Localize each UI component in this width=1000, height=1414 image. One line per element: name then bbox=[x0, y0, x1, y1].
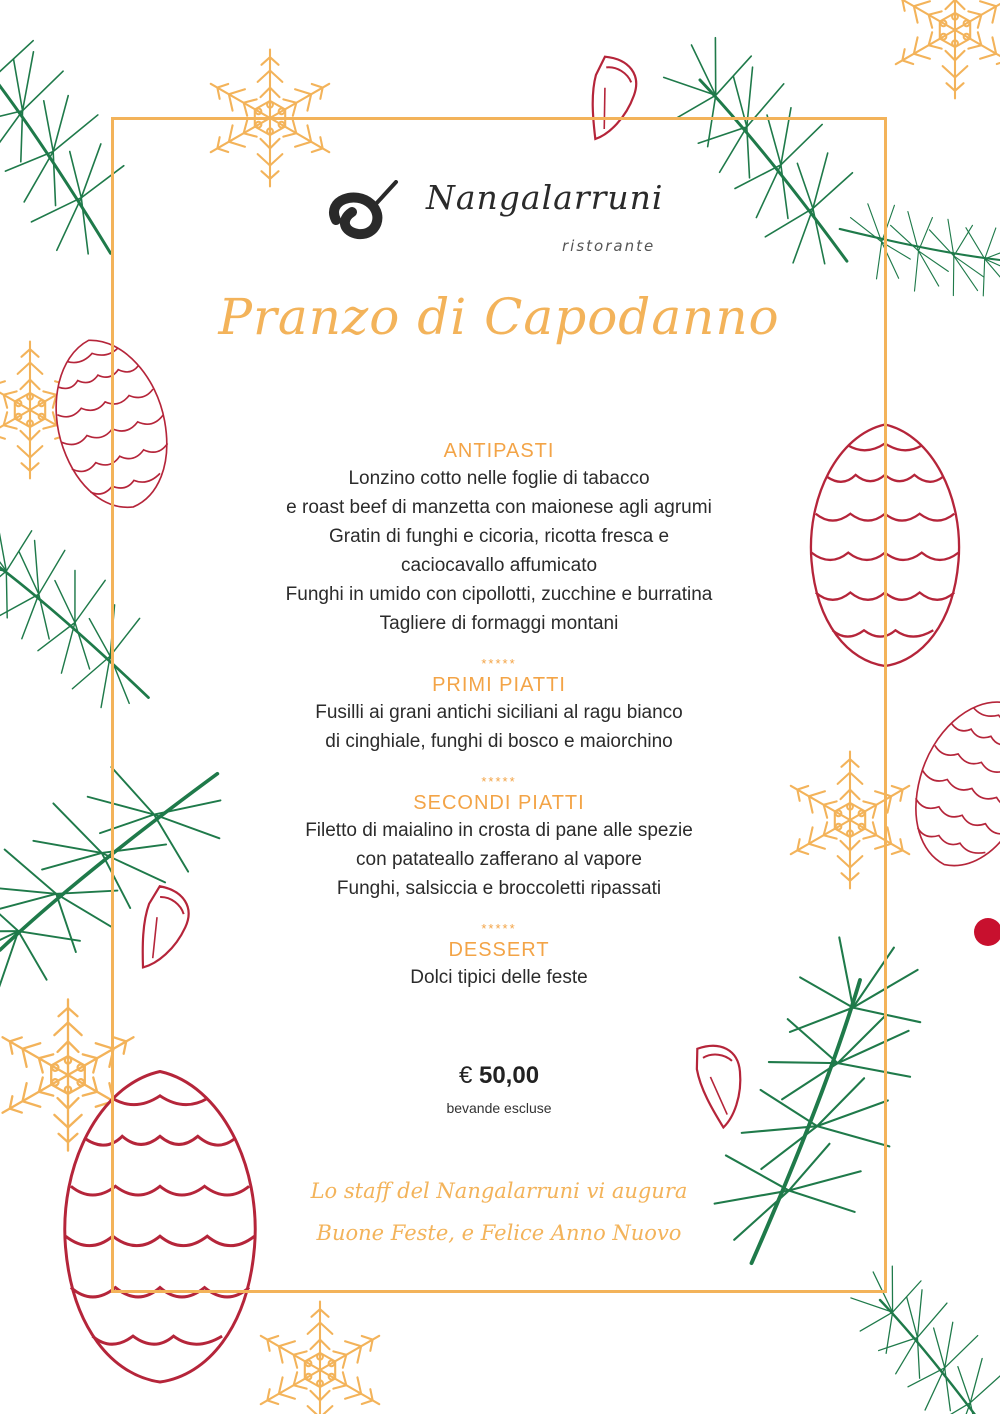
menu-sections bbox=[114, 438, 884, 992]
restaurant-subtitle: ristorante bbox=[562, 237, 656, 255]
page-title: Pranzo di Capodanno bbox=[218, 288, 780, 346]
menu-item: e roast beef di manzetta con maionese agli agrumi bbox=[286, 497, 712, 518]
menu-item: con patateallo zafferano al vapore bbox=[356, 849, 642, 870]
section-separator: ***** bbox=[481, 774, 517, 789]
section-heading: PRIMI PIATTI bbox=[432, 674, 566, 696]
logo-mark-icon bbox=[326, 180, 406, 242]
menu-item: Gratin di funghi e cicoria, ricotta fresca e bbox=[328, 526, 670, 547]
season-greeting bbox=[114, 1170, 884, 1254]
section-secondi-piatti bbox=[114, 774, 884, 903]
menu-item: Lonzino cotto nelle foglie di tabacco bbox=[348, 468, 650, 489]
snowflake-icon bbox=[890, 0, 1000, 98]
section-heading: DESSERT bbox=[448, 939, 550, 961]
menu-content bbox=[114, 120, 884, 1290]
berry-icon bbox=[974, 918, 1000, 946]
menu-item: Fusilli ai grani antichi siciliani al ragu bianco bbox=[315, 702, 683, 723]
menu-item: caciocavallo affumicato bbox=[400, 555, 598, 576]
greeting-line: Lo staff del Nangalarruni vi augura bbox=[310, 1179, 688, 1203]
price bbox=[114, 1062, 884, 1090]
pine-cone-icon bbox=[895, 684, 1000, 882]
menu-item: Dolci tipici delle feste bbox=[410, 967, 588, 988]
menu-item: Funghi, salsiccia e broccoletti ripassati bbox=[336, 878, 662, 899]
section-dessert bbox=[114, 921, 884, 992]
menu-item: Funghi in umido con cipollotti, zucchine e burratina bbox=[285, 584, 713, 605]
greeting-line: Buone Feste, e Felice Anno Nuovo bbox=[316, 1221, 682, 1245]
price-currency: € bbox=[458, 1062, 473, 1089]
restaurant-name: Nangalarruni bbox=[426, 178, 664, 217]
section-separator: ***** bbox=[481, 921, 517, 936]
menu-item: Filetto di maialino in crosta di pane alle spezie bbox=[305, 820, 693, 841]
section-separator: ***** bbox=[481, 656, 517, 671]
price-amount: 50,00 bbox=[478, 1062, 540, 1089]
restaurant-logo bbox=[326, 178, 672, 258]
section-antipasti bbox=[114, 438, 884, 638]
snowflake-icon bbox=[255, 1302, 386, 1414]
section-heading: ANTIPASTI bbox=[443, 440, 555, 462]
price-note: bevande escluse bbox=[446, 1100, 552, 1116]
section-primi-piatti bbox=[114, 656, 884, 756]
menu-item: di cinghiale, funghi di bosco e maiorchino bbox=[325, 731, 673, 752]
menu-item: Tagliere di formaggi montani bbox=[379, 613, 619, 634]
section-heading: SECONDI PIATTI bbox=[413, 792, 585, 814]
